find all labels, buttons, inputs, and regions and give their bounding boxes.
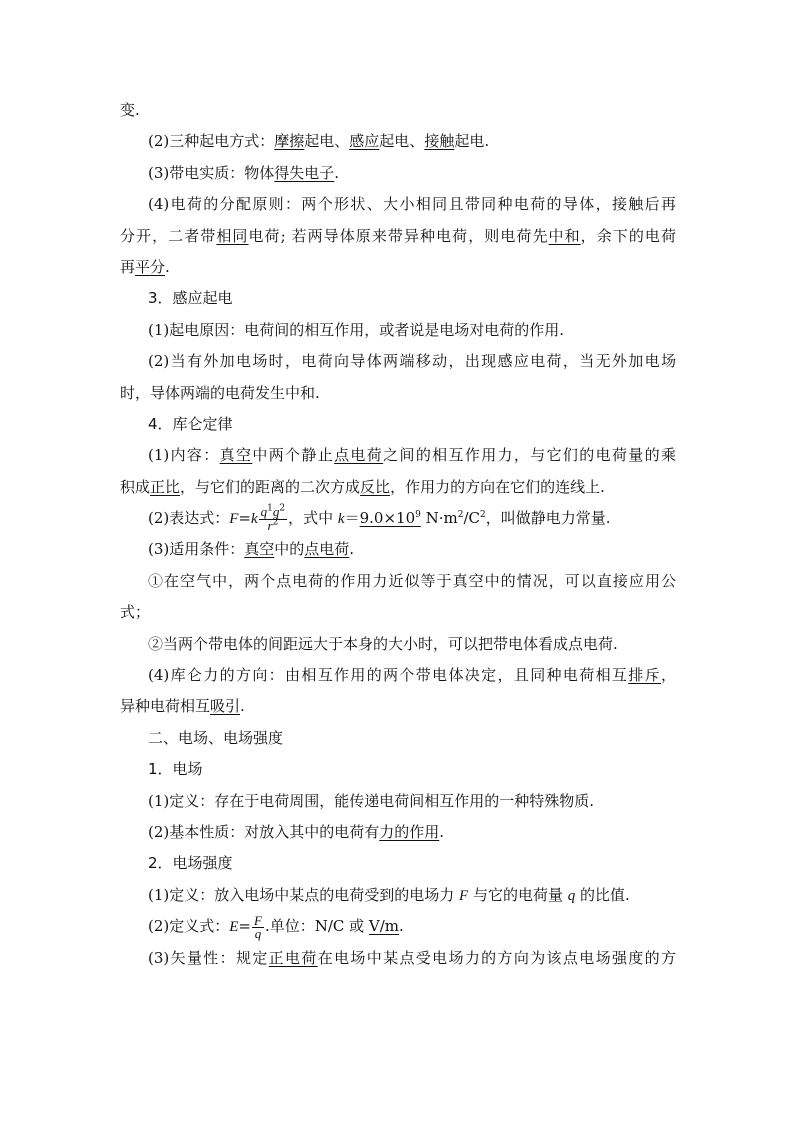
text: ，作用力的方向在它们的连线上. <box>390 477 605 496</box>
text: ，与它们的距离的二次方成 <box>180 477 361 496</box>
text: (1)内容： <box>148 446 220 465</box>
answer-blank: 真空 <box>244 540 275 559</box>
document-body <box>120 95 676 974</box>
line-24 <box>120 817 676 848</box>
line-23 <box>120 786 676 817</box>
text: ②当两个带电体的间距远大于本身的大小时，可以把带电体看成点电荷. <box>148 634 618 653</box>
line-17 <box>120 597 676 628</box>
line-27-formula <box>120 911 676 942</box>
formula-index: 9 <box>415 510 421 521</box>
line-13 <box>120 472 676 503</box>
line-15 <box>120 534 676 565</box>
answer-blank: 相同 <box>216 226 249 245</box>
text: (3)矢量性：规定 <box>148 948 269 967</box>
line-28 <box>120 943 676 974</box>
field-strength-fraction <box>252 912 264 941</box>
answer-blank: 力的作用 <box>379 822 440 841</box>
line-20 <box>120 691 676 722</box>
answer-blank: 摩擦 <box>274 132 305 151</box>
text: 9.0×10 <box>359 509 416 528</box>
text: 2．电场强度 <box>148 854 233 873</box>
formula-symbol: q <box>272 503 280 519</box>
text: 中的 <box>274 540 305 559</box>
text: (4)电荷的分配原则：两个形状、大小相同且带同种电荷的导体，接触后再 <box>148 195 676 214</box>
text: (1)起电原因：电荷间的相互作用，或者说是电场对电荷的作用. <box>148 320 565 339</box>
answer-blank: V/m <box>368 917 400 936</box>
formula-index: 2 <box>279 503 286 514</box>
line-18 <box>120 629 676 660</box>
section-heading-coulomb <box>120 409 676 440</box>
subsection-heading-field-strength <box>120 848 676 879</box>
text: N·m <box>420 509 458 528</box>
line-01 <box>120 95 676 126</box>
text: 起电、 <box>304 132 350 151</box>
text: (4)库仑力的方向：由相互作用的两个带电体决定，且同种电荷相互 <box>148 666 629 685</box>
text: ，式中 <box>288 509 338 528</box>
formula-symbol: ＝ <box>344 509 360 528</box>
text: .单位：N/C 或 <box>264 917 369 936</box>
text: (3)适用条件： <box>148 540 245 559</box>
answer-blank: 正电荷 <box>268 948 318 967</box>
line-04 <box>120 189 676 220</box>
section-heading-induction <box>120 283 676 314</box>
formula-symbol: F <box>229 511 239 528</box>
text: 变. <box>120 101 140 119</box>
answer-blank: 平分 <box>135 257 166 276</box>
text: (2)表达式： <box>148 509 230 528</box>
text: ，余下的电荷 <box>580 226 676 245</box>
text: 在电场中某点受电场力的方向为该点电场强度的方 <box>317 948 676 967</box>
text: 起电、 <box>379 132 425 151</box>
formula-symbol: k <box>337 511 345 528</box>
line-12 <box>120 440 676 471</box>
line-06 <box>120 252 676 283</box>
text: 1．电场 <box>148 760 203 779</box>
fraction-numerator: F <box>254 912 262 928</box>
text: (2)定义式： <box>148 917 230 936</box>
formula-symbol: r <box>267 517 273 533</box>
formula-index: 2 <box>272 517 279 528</box>
text: (2)三种起电方式： <box>148 132 275 151</box>
text: . <box>399 917 404 936</box>
fraction-denominator: q <box>254 925 262 941</box>
text: . <box>349 540 355 559</box>
text: 二、电场、电场强度 <box>148 728 284 747</box>
text: 式； <box>120 603 151 622</box>
formula-symbol: E <box>229 919 239 936</box>
text: 的比值. <box>575 885 630 904</box>
answer-blank: 反比 <box>360 477 391 496</box>
answer-blank: 点电荷 <box>304 540 350 559</box>
text: 再 <box>120 257 136 276</box>
formula-symbol: F <box>459 887 469 904</box>
text: 中两个静止 <box>252 446 335 465</box>
line-19 <box>120 660 676 691</box>
coulomb-fraction <box>259 503 287 533</box>
text: 起电. <box>454 132 490 151</box>
line-02 <box>120 126 676 157</box>
text: . <box>240 697 245 716</box>
formula-index: 1 <box>267 503 273 514</box>
formula-symbol: k <box>251 511 258 528</box>
line-14-formula <box>120 503 676 534</box>
text: /C <box>463 509 481 528</box>
formula-symbol: q <box>567 887 576 904</box>
formula-symbol: q <box>260 503 268 519</box>
text: 积成 <box>120 477 151 496</box>
answer-blank: 中和 <box>548 226 581 245</box>
text: 时，导体两端的电荷发生中和. <box>120 383 320 402</box>
text: . <box>439 822 445 841</box>
text: 分开，二者带 <box>120 226 217 245</box>
line-09 <box>120 346 676 377</box>
text: . <box>334 163 340 182</box>
formula-symbol: = <box>238 509 251 528</box>
formula-index: 2 <box>457 510 464 521</box>
text: (2)当有外加电场时，电荷向导体两端移动，出现感应电荷，当无外加电场 <box>148 352 676 371</box>
answer-blank: 得失电子 <box>274 163 335 182</box>
text: . <box>165 257 170 276</box>
line-08 <box>120 315 676 346</box>
text: 4．库仑定律 <box>148 414 233 433</box>
answer-blank: 真空 <box>219 446 253 465</box>
line-16 <box>120 566 676 597</box>
line-10 <box>120 378 676 409</box>
answer-blank: 吸引 <box>210 697 241 716</box>
text: 电荷; 若两导体原来带异种电荷，则电荷先 <box>248 226 549 245</box>
text: (2)基本性质：对放入其中的电荷有 <box>148 822 380 841</box>
text: ，叫做静电力常量. <box>485 509 611 528</box>
answer-blank: 感应 <box>349 132 380 151</box>
answer-blank <box>360 509 421 527</box>
subsection-heading-field <box>120 754 676 785</box>
text: 之间的相互作用力，与它们的电荷量的乘 <box>383 446 676 465</box>
answer-blank: 正比 <box>150 477 181 496</box>
fraction-denominator <box>259 517 287 533</box>
text: (3)带电实质：物体 <box>148 163 275 182</box>
text: ， <box>660 666 676 685</box>
line-26 <box>120 880 676 911</box>
text: ①在空气中，两个点电荷的作用力近似等于真空中的情况，可以直接应用公 <box>148 571 676 590</box>
text: (1)定义：存在于电荷周围，能传递电荷间相互作用的一种特殊物质. <box>148 791 595 810</box>
text: (1)定义：放入电场中某点的电荷受到的电场力 <box>148 885 460 904</box>
section-heading-electric-field <box>120 723 676 754</box>
text: 3．感应起电 <box>148 289 233 308</box>
answer-blank: 排斥 <box>628 666 661 685</box>
text: 与它的电荷量 <box>468 885 568 904</box>
answer-blank: 接触 <box>424 132 455 151</box>
line-03 <box>120 158 676 189</box>
formula-index: 2 <box>480 510 486 521</box>
answer-blank: 点电荷 <box>334 446 384 465</box>
line-05 <box>120 221 676 252</box>
text: 异种电荷相互 <box>120 697 211 716</box>
formula-symbol: = <box>238 917 251 936</box>
